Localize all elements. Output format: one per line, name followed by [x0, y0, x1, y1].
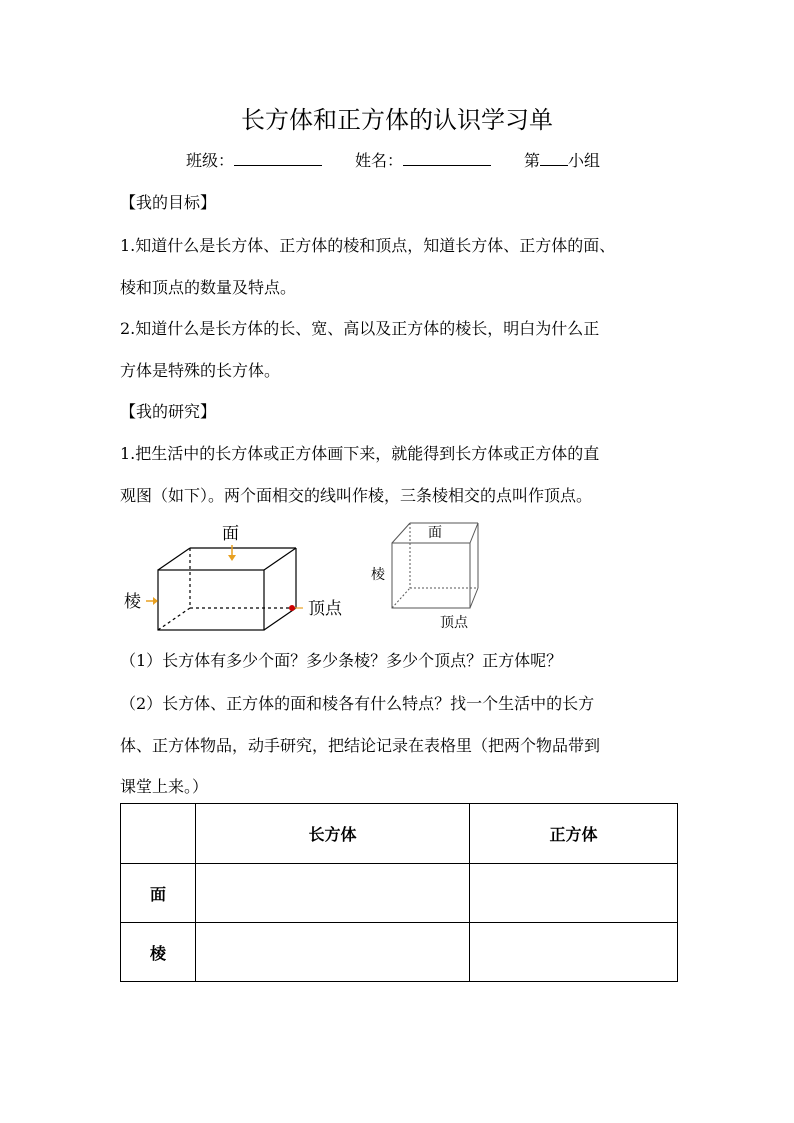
group-prefix: 第	[524, 151, 541, 170]
cell-face-cuboid[interactable]	[196, 864, 470, 923]
table-header-cuboid: 长方体	[196, 804, 470, 864]
cube-edge-label: 棱	[371, 567, 385, 583]
question-2-line-3: 课堂上来。）	[120, 777, 209, 796]
cuboid-vertex-label: 顶点	[308, 599, 342, 619]
cube-face-label: 面	[428, 525, 442, 541]
record-table	[120, 803, 678, 982]
cell-face-cube[interactable]	[470, 864, 678, 923]
group-field	[524, 147, 600, 171]
cuboid-edge-label: 棱	[124, 592, 141, 612]
research-p1-line-2: 观图（如下）。两个面相交的线叫作棱，三条棱相交的点叫作顶点。	[120, 486, 593, 505]
cell-edge-cuboid[interactable]	[196, 923, 470, 982]
cell-edge-cube[interactable]	[470, 923, 678, 982]
goal-2-line-1: 2.知道什么是长方体的长、宽、高以及正方体的棱长，明白为什么正	[120, 319, 600, 338]
class-blank[interactable]	[234, 147, 322, 166]
table-row	[121, 923, 678, 982]
goals-heading: 【我的目标】	[120, 193, 217, 212]
table-header-cube: 正方体	[470, 804, 678, 864]
cube-vertex-label: 顶点	[440, 615, 468, 631]
edge-arrow	[146, 597, 158, 605]
goal-1-line-2: 棱和顶点的数量及特点。	[120, 278, 297, 297]
name-blank[interactable]	[403, 147, 491, 166]
row-label-face: 面	[121, 864, 196, 923]
question-2-line-2: 体、正方体物品，动手研究，把结论记录在表格里（把两个物品带到	[120, 736, 601, 755]
name-label: 姓名：	[355, 151, 404, 170]
class-field	[186, 147, 322, 171]
table-header-corner	[121, 804, 196, 864]
table-header-row	[121, 804, 678, 864]
cuboid-cube-diagram	[120, 515, 480, 640]
page-title: 长方体和正方体的认识学习单	[241, 106, 553, 134]
cuboid-figure	[158, 548, 296, 630]
research-heading: 【我的研究】	[120, 402, 217, 421]
name-field	[355, 147, 491, 171]
question-1: （1）长方体有多少个面？多少条棱？多少个顶点？正方体呢？	[120, 651, 563, 670]
group-blank[interactable]	[540, 147, 568, 166]
research-p1-line-1: 1.把生活中的长方体或正方体画下来，就能得到长方体或正方体的直	[120, 444, 600, 463]
cuboid-face-label: 面	[222, 524, 239, 544]
group-suffix: 小组	[568, 151, 601, 170]
question-2-line-1: （2）长方体、正方体的面和棱各有什么特点？找一个生活中的长方	[120, 694, 595, 713]
goal-2-line-2: 方体是特殊的长方体。	[120, 361, 281, 380]
goal-1-line-1: 1.知道什么是长方体、正方体的棱和顶点，知道长方体、正方体的面、	[120, 236, 616, 255]
table-row	[121, 864, 678, 923]
row-label-edge: 棱	[121, 923, 196, 982]
class-label: 班级：	[186, 151, 235, 170]
